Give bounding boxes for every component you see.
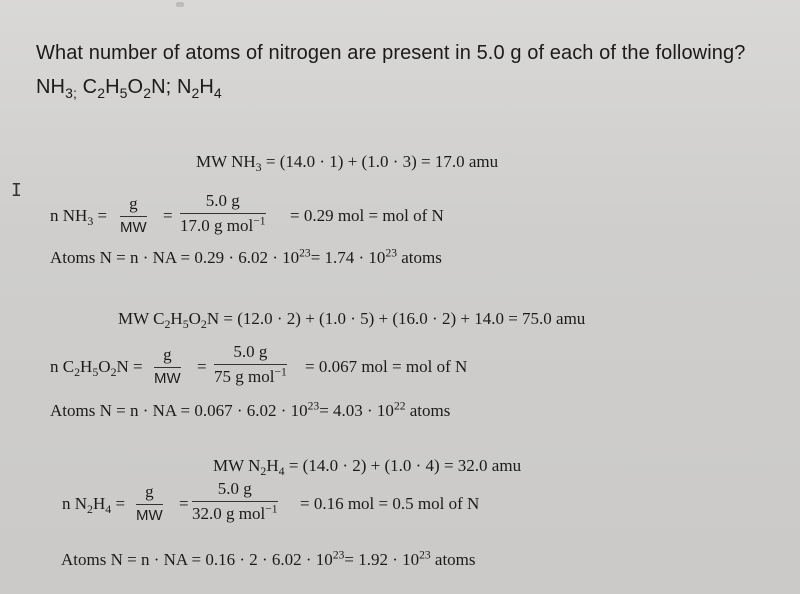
glycine-molar-mass-line: MW $C_2H_5O_2N = (12.0 \cdot 2) + (1.0 \cdot 5) + (16.0 \cdot 2) + 14.0 = 75.0$ amu xyxy=(118,309,586,332)
text-cursor-icon: I xyxy=(11,180,22,201)
glycine-fraction-g-over-mw: $\frac{g}{MW}$ xyxy=(154,345,181,387)
n2h4-molar-mass-line: MW $N_2H_4 = (14.0 \cdot 2) + (1.0 \cdot 4) = 32.0$ amu xyxy=(213,456,522,479)
nh3-molar-mass-line: MW $NH_3 = (14.0 \cdot 1) + (1.0 \cdot 3) = 17.0$ amu xyxy=(196,152,499,175)
nh3-fraction-mass-over-mw: 5.0 g 17.0 g mol$^{-1}$ xyxy=(180,191,266,235)
nh3-moles-label: n $NH_3$ = xyxy=(50,206,108,229)
n2h4-moles-result: = 0.16 mol = 0.5 mol of N xyxy=(300,494,480,513)
nh3-equals: = xyxy=(163,206,173,225)
glycine-moles-label: n $C_2H_5O_2N$ = xyxy=(50,357,143,380)
n2h4-fraction-mass-over-mw: 5.0 g 32.0 g mol$^{-1}$ xyxy=(192,479,278,523)
n2h4-fraction-g-over-mw: $\frac{g}{MW}$ xyxy=(136,482,163,524)
glycine-moles-result: = 0.067 mol = mol of N xyxy=(305,357,468,376)
n2h4-atoms-line: Atoms N = n · NA = $0.16 \cdot 2 \cdot 6.02 \cdot 10^{23}= 1.92 \cdot 10^{23}$ atoms xyxy=(61,548,476,569)
n2h4-moles-label: n $N_2H_4$ = xyxy=(62,494,126,517)
n2h4-equals: = xyxy=(179,494,189,513)
nh3-moles-result: = 0.29 mol = mol of N xyxy=(290,206,444,225)
glycine-atoms-line: Atoms N = n · NA = $0.067 \cdot 6.02 \cdot 10^{23}= 4.03 \cdot 10^{22}$ atoms xyxy=(50,399,451,420)
nh3-fraction-g-over-mw: $\frac{g}{MW}$ xyxy=(120,194,147,236)
paper-mark xyxy=(176,2,184,7)
glycine-equals: = xyxy=(197,357,207,376)
question-text: What number of atoms of nitrogen are present in 5.0 g of each of the following? $NH_{3;}$ $C_2H_5O_2N$; $N_2H_4$ xyxy=(36,42,746,101)
glycine-fraction-mass-over-mw: 5.0 g 75 g mol$^{-1}$ xyxy=(214,342,287,386)
nh3-atoms-line: Atoms N = n · NA = $0.29 \cdot 6.02 \cdot 10^{23}= 1.74 \cdot 10^{23}$ atoms xyxy=(50,246,442,267)
